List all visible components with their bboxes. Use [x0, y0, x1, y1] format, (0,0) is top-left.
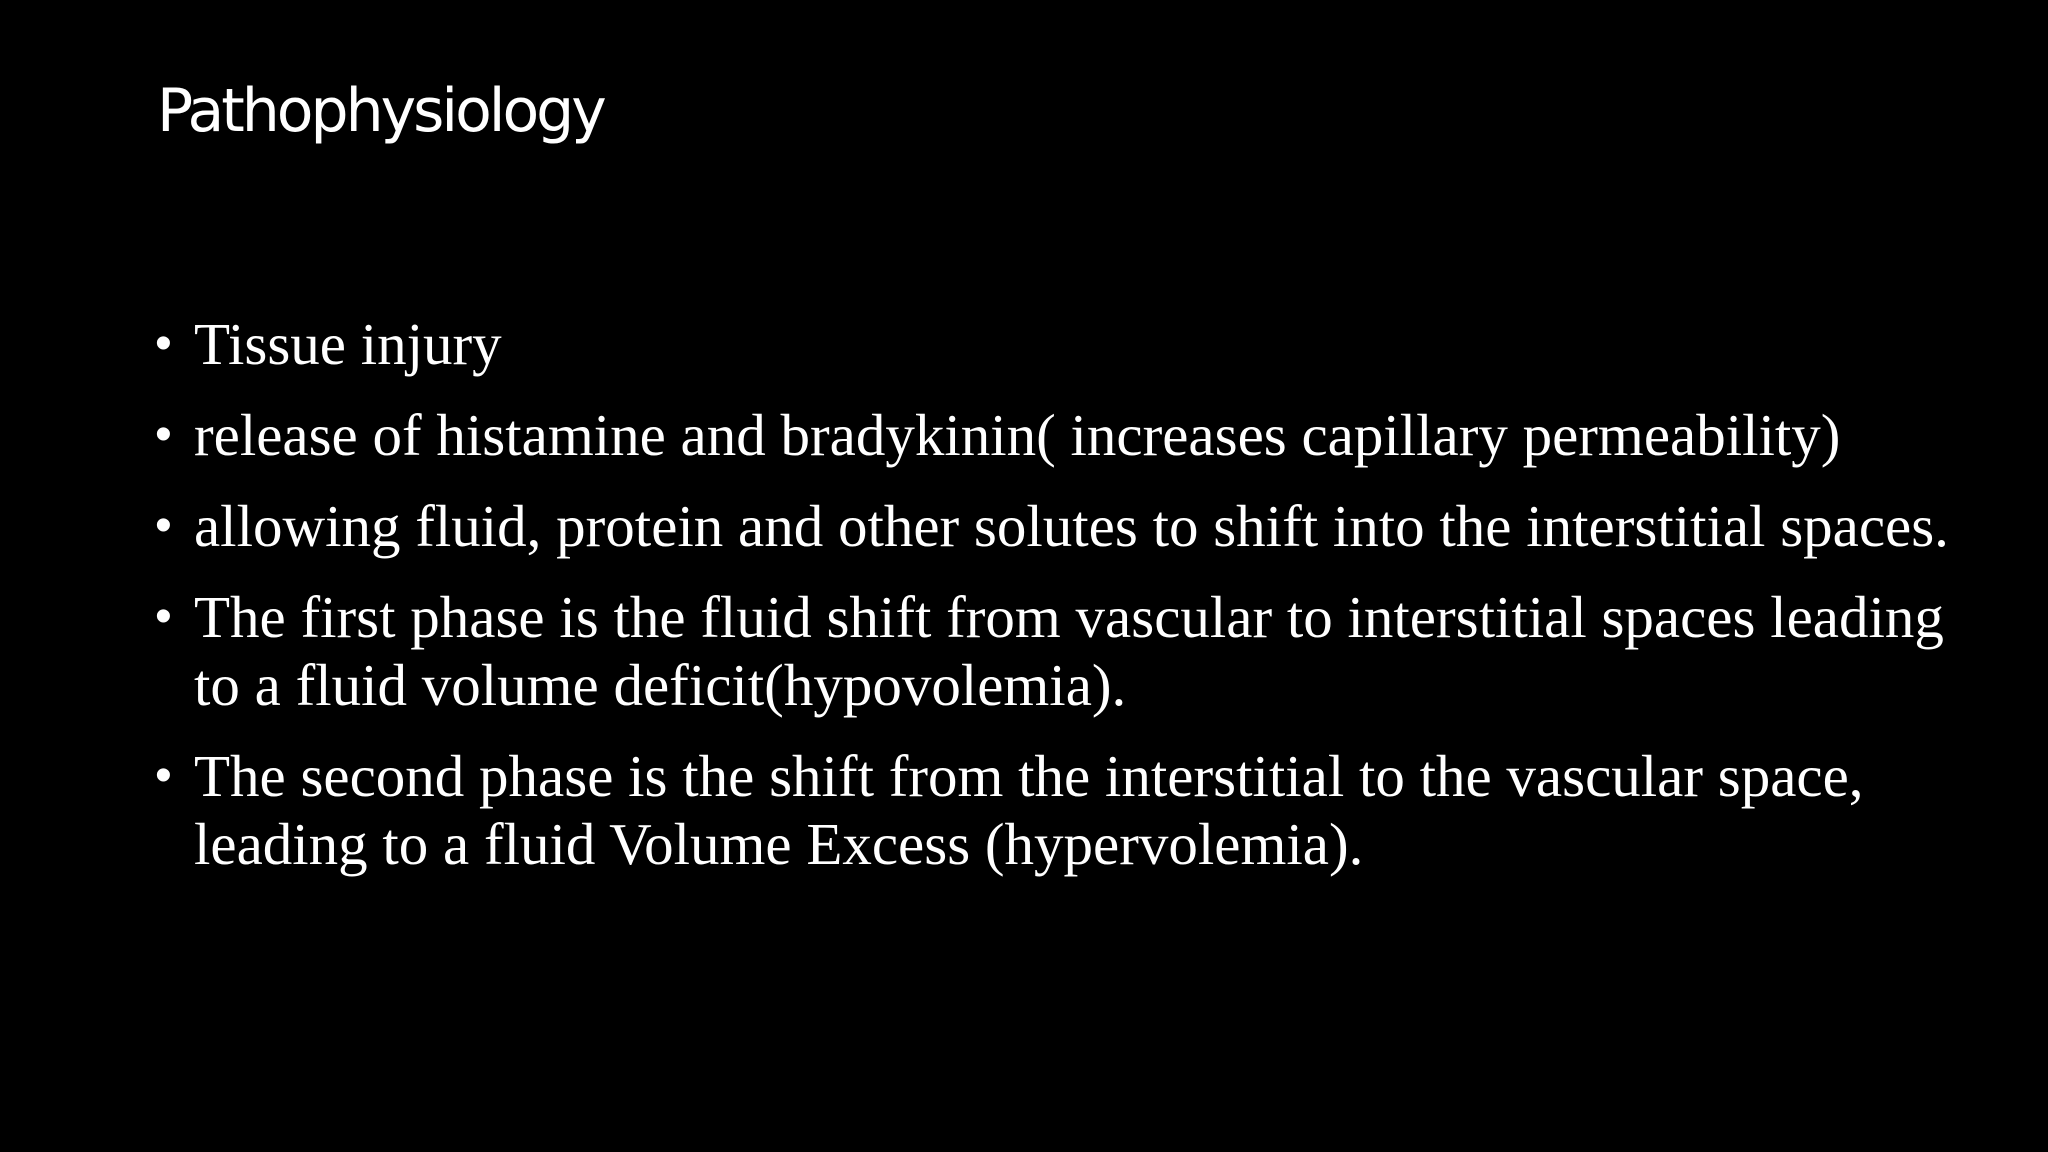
bullet-text: release of histamine and bradykinin( increases capillary permeability): [194, 402, 1841, 468]
bullet-item-first-phase: [155, 583, 1955, 719]
bullet-icon: •: [155, 749, 172, 802]
bullet-icon: •: [155, 499, 172, 552]
slide-title: Pathophysiology: [157, 76, 604, 146]
bullet-icon: •: [155, 590, 172, 643]
bullet-item-second-phase: [155, 742, 1955, 878]
bullet-icon: •: [155, 408, 172, 461]
bullet-item-fluid-shift: [155, 492, 1955, 560]
bullet-icon: •: [155, 317, 172, 370]
bullet-text: Tissue injury: [194, 311, 502, 377]
bullet-item-tissue-injury: [155, 310, 1955, 378]
bullet-list: [155, 310, 1955, 901]
bullet-text: The first phase is the fluid shift from vascular to interstitial spaces leading to a fluid volume deficit(hypovolemia).: [194, 584, 1944, 718]
bullet-text: allowing fluid, protein and other solutes to shift into the interstitial spaces.: [194, 493, 1949, 559]
bullet-item-histamine-release: [155, 401, 1955, 469]
bullet-text: The second phase is the shift from the interstitial to the vascular space, leading to a fluid Volume Excess (hypervolemia).: [194, 743, 1864, 877]
